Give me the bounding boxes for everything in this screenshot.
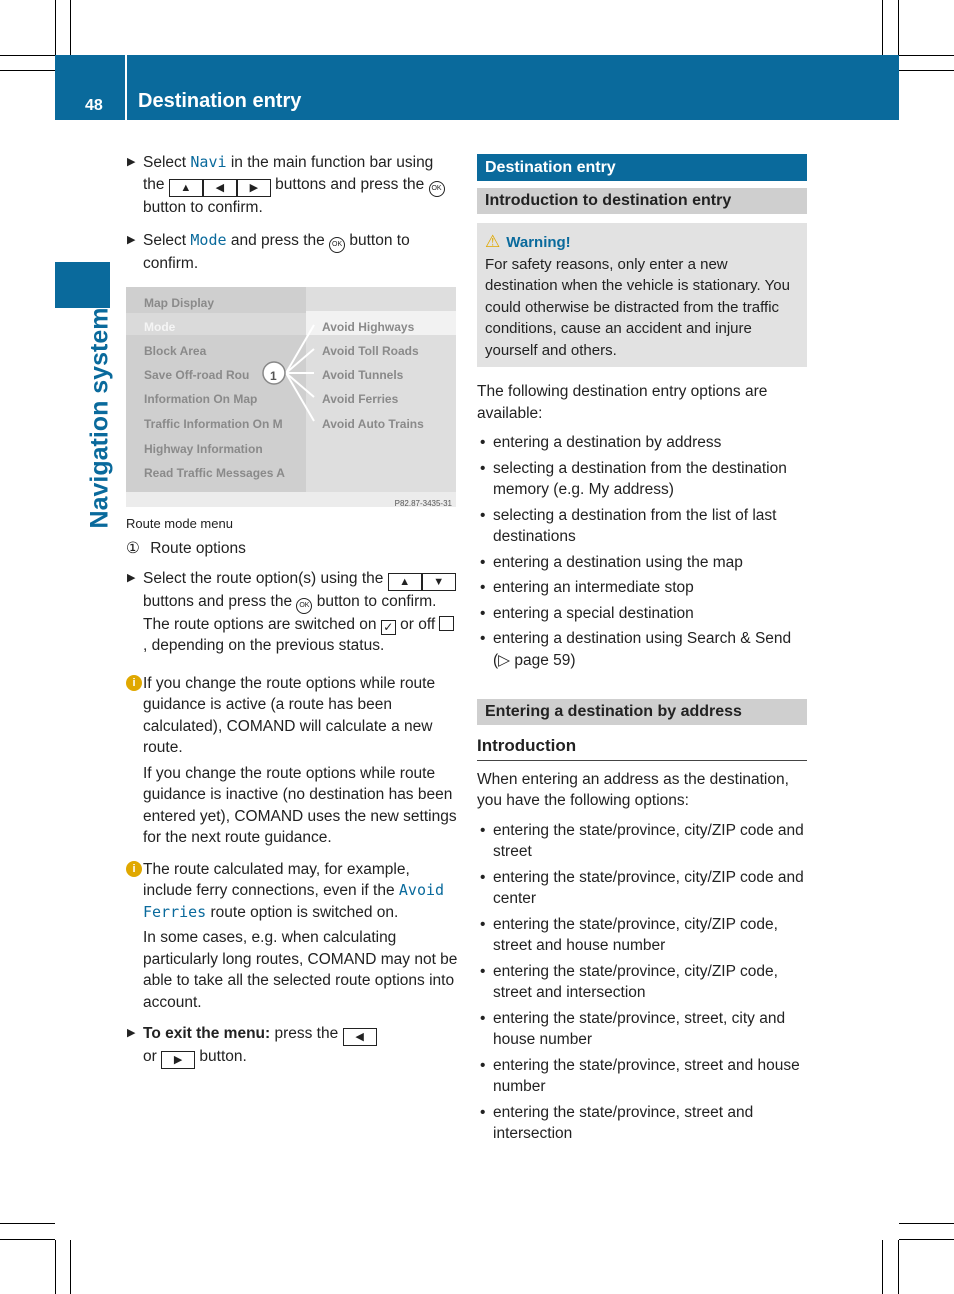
list-item: • entering the state/province, street, city and house number [477, 1008, 807, 1051]
side-tab-label: Navigation system [85, 307, 114, 529]
crop-mark [0, 55, 55, 56]
step-arrow-icon: ▶ [127, 571, 136, 584]
list-item: • selecting a destination from the list of last destinations [477, 505, 807, 548]
right-column [477, 154, 807, 1149]
up-key-icon: ▲ [169, 179, 203, 197]
crop-mark [882, 0, 883, 55]
list-item: • entering a destination by address [477, 432, 807, 454]
menu-item: Traffic Information On M [144, 416, 283, 431]
callout-number: 1 [270, 368, 277, 383]
menu-item: Information On Map [144, 391, 258, 406]
header-divider [125, 55, 127, 120]
avoid-ferries-label: Avoid Ferries [143, 881, 445, 921]
crop-mark [70, 1240, 71, 1294]
crop-mark [70, 0, 71, 55]
legend-number: ① [126, 540, 140, 557]
list-item: • entering an intermediate stop [477, 577, 807, 599]
text: Select [143, 154, 191, 171]
list-item: • entering a special destination [477, 603, 807, 625]
warning-box [477, 223, 807, 367]
subsection-heading: Introduction to destination entry [477, 188, 807, 214]
ok-button-icon: OK [329, 237, 345, 253]
figure-legend [126, 538, 458, 560]
route-mode-screenshot [126, 287, 456, 507]
text: To exit the menu: [143, 1025, 271, 1042]
text: button to confirm. [312, 592, 437, 610]
menu-item: Map Display [144, 295, 215, 310]
text: buttons and press the [143, 592, 297, 610]
crop-mark [899, 55, 954, 56]
section-heading: Destination entry [477, 154, 807, 181]
address-options-list [477, 820, 807, 1145]
warning-text: For safety reasons, only enter a new destination when the vehicle is stationary. You could otherwise be distracted from the traffic conditions, cause an accident and injure yourself and others. [485, 255, 790, 359]
text: and press the [226, 232, 330, 249]
text: route option is switched on. [206, 903, 399, 921]
route-option-item: Avoid Tunnels [322, 367, 404, 382]
text: The route calculated may, for example, include ferry connections, even if the [143, 860, 410, 899]
down-key-icon: ▼ [422, 573, 456, 591]
page-header [55, 55, 899, 120]
step-arrow-icon: ▶ [127, 1027, 136, 1039]
text: in the main function bar using the [143, 154, 434, 193]
checkbox-on-icon: ✓ [381, 620, 396, 635]
text: , depending on the previous status. [143, 637, 385, 654]
menu-item: Block Area [144, 343, 207, 358]
list-item: • entering a destination using the map [477, 552, 807, 574]
image-code: P82.87-3435-31 [394, 498, 452, 507]
text: or [143, 1048, 162, 1065]
crop-mark [0, 1239, 55, 1240]
right-key-icon: ▶ [237, 179, 271, 197]
step-exit-menu [126, 1023, 458, 1069]
list-item: • entering the state/province, city/ZIP code and street [477, 820, 807, 863]
crop-mark [55, 0, 56, 55]
menu-item: Mode [144, 319, 176, 334]
crop-mark [0, 70, 55, 71]
text: press the [270, 1025, 343, 1042]
text: button. [195, 1048, 247, 1065]
ok-button-icon: OK [296, 598, 312, 614]
step-select-route-options [126, 568, 458, 657]
up-key-icon: ▲ [388, 573, 422, 591]
list-item: • entering the state/province, city/ZIP code, street and intersection [477, 961, 807, 1004]
left-column [126, 152, 458, 1081]
callout-lines [126, 287, 456, 492]
warning-icon: ⚠ [485, 232, 501, 251]
page-title: Destination entry [138, 90, 302, 112]
list-item: • entering a destination using Search & Send (▷ page 59) [477, 628, 807, 671]
legend-text: Route options [150, 540, 246, 557]
menu-item: Highway Information [144, 441, 263, 456]
list-item: • selecting a destination from the destination memory (e.g. My address) [477, 458, 807, 501]
info-icon: i [126, 675, 142, 691]
crop-mark [899, 70, 954, 71]
text: button to confirm. [143, 198, 263, 216]
info-text: In some cases, e.g. when calculating particularly long routes, COMAND may not be able to take all the selected route options into account. [143, 929, 458, 1011]
info-note [126, 859, 458, 1014]
crop-mark [0, 1223, 55, 1224]
route-option-item: Avoid Toll Roads [322, 343, 419, 358]
list-item: • entering the state/province, city/ZIP code, street and house number [477, 914, 807, 957]
text: Select [143, 232, 191, 249]
side-tab [55, 262, 110, 308]
intro-text: The following destination entry options are available: [477, 383, 768, 422]
info-text: If you change the route options while route guidance is active (a route has been calculated), COMAND will calculate a new route. [143, 674, 436, 756]
crop-mark [55, 1240, 56, 1294]
introduction-heading: Introduction [477, 735, 807, 761]
info-icon: i [126, 861, 142, 877]
text: The route options are switched on [143, 615, 381, 633]
info-text: If you change the route options while route guidance is inactive (no destination has been entered yet), COMAND uses the new settings for the next route guidance. [143, 764, 457, 846]
left-key-icon: ◀ [343, 1028, 377, 1046]
text: buttons and press the [270, 175, 429, 193]
crop-mark [898, 1240, 899, 1294]
step-arrow-icon: ▶ [127, 156, 136, 168]
list-item: • entering the state/province, city/ZIP code and center [477, 867, 807, 910]
route-option-item: Avoid Auto Trains [322, 416, 424, 431]
subsection-heading: Entering a destination by address [477, 699, 807, 725]
crop-mark [882, 1240, 883, 1294]
list-item: • entering the state/province, street and intersection [477, 1102, 807, 1145]
step-select-navi [126, 152, 458, 218]
menu-item: Read Traffic Messages A [144, 465, 285, 480]
step-arrow-icon: ▶ [127, 234, 136, 246]
text: Select the route option(s) using the [143, 569, 388, 587]
step-select-mode [126, 230, 458, 275]
info-note [126, 673, 458, 849]
crop-mark [899, 1239, 954, 1240]
right-key-icon: ▶ [161, 1051, 195, 1069]
checkbox-off-icon [439, 616, 454, 631]
route-option-item: Avoid Ferries [322, 391, 399, 406]
crop-mark [898, 0, 899, 55]
crop-mark [899, 1223, 954, 1224]
menu-item: Save Off-road Rou [144, 367, 250, 382]
route-option-item: Avoid Highways [322, 319, 415, 334]
ok-button-icon: OK [429, 181, 445, 197]
mode-label: Mode [190, 231, 227, 249]
page-number: 48 [85, 97, 103, 114]
text: button to confirm. [143, 232, 410, 272]
figure-caption: Route mode menu [126, 515, 233, 531]
list-item: • entering the state/province, street and house number [477, 1055, 807, 1098]
options-list [477, 432, 807, 671]
left-key-icon: ◀ [203, 179, 237, 197]
text: or off [395, 615, 440, 633]
intro-text: When entering an address as the destination, you have the following options: [477, 770, 789, 809]
navi-label: Navi [190, 153, 227, 171]
warning-title: Warning! [506, 234, 571, 251]
